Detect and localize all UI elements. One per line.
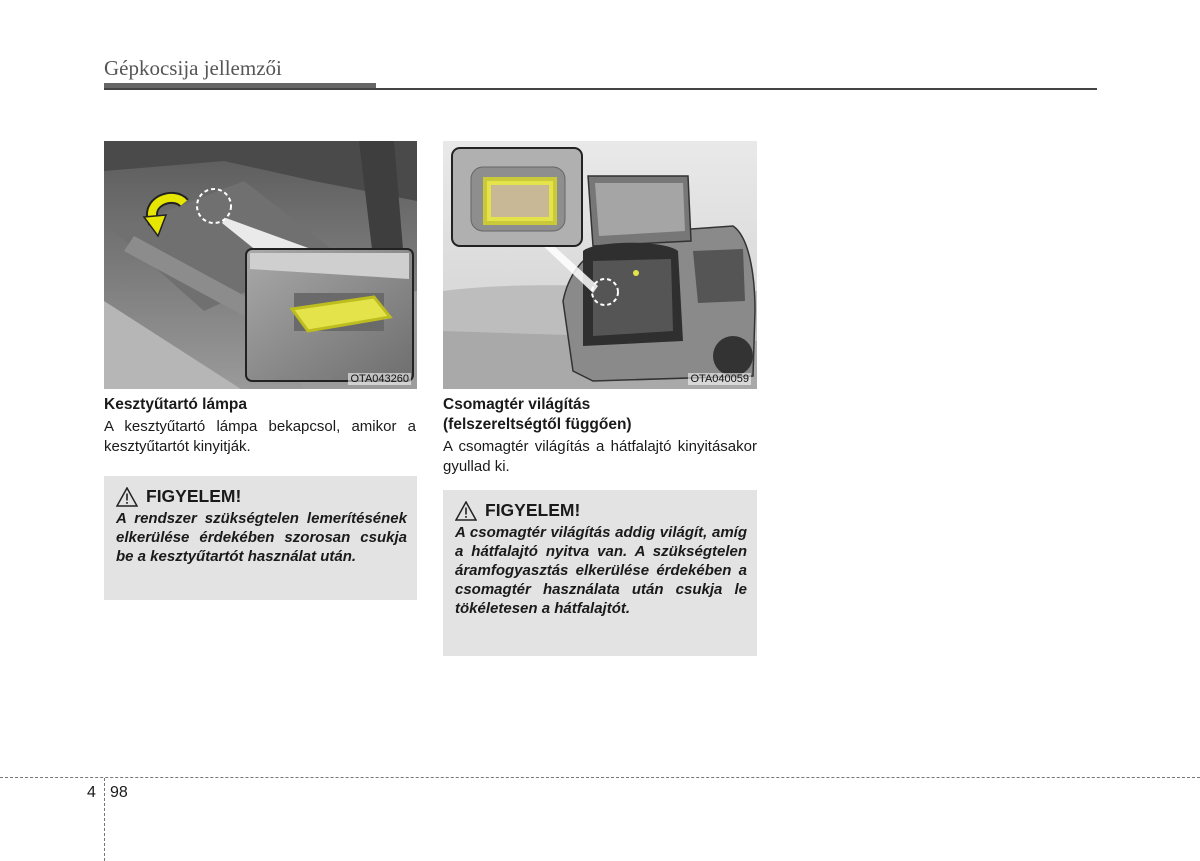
luggage-lamp-section <box>443 395 757 477</box>
luggage-lamp-figure <box>443 141 757 389</box>
page-header-title: Gépkocsija jellemzői <box>104 56 282 80</box>
warning-text: A rendszer szükségtelen lemerítésének elkerülése érdekében szorosan csukja be a kesztyűtartót használat után. <box>116 510 407 565</box>
chapter-number: 4 <box>87 784 96 801</box>
luggage-lamp-illustration <box>443 141 757 389</box>
section-body: A csomagtér világítás a hátfalajtó kinyitásakor gyullad ki. <box>443 438 757 475</box>
section-title-line2: (felszereltségtől függően) <box>443 416 632 433</box>
footer-divider <box>104 778 105 861</box>
header-rule <box>104 88 1097 90</box>
section-body: A kesztyűtartó lámpa bekapcsol, amikor a kesztyűtartót kinyitják. <box>104 418 416 455</box>
page-number: 98 <box>110 784 128 801</box>
figure-code: OTA043260 <box>350 373 409 385</box>
glove-box-lamp-figure <box>104 141 417 389</box>
warning-triangle-icon <box>455 501 477 521</box>
warning-box <box>104 476 417 600</box>
warning-triangle-icon <box>116 487 138 507</box>
warning-title: FIGYELEM! <box>485 500 581 520</box>
section-title: Kesztyűtartó lámpa <box>104 396 247 413</box>
warning-box <box>443 490 757 656</box>
glove-box-illustration <box>104 141 417 389</box>
glove-box-section <box>104 395 416 457</box>
figure-code: OTA040059 <box>690 373 749 385</box>
footer-rule <box>0 777 1200 778</box>
section-title-line1: Csomagtér világítás <box>443 396 591 413</box>
warning-text: A csomagtér világítás addig világít, amíg a hátfalajtó nyitva van. A szükségtelen áramfogyasztás elkerülése érdekében a csomagtér használata után csukja le tökéletesen a hátfalajtót. <box>455 524 747 617</box>
warning-title: FIGYELEM! <box>146 486 242 506</box>
